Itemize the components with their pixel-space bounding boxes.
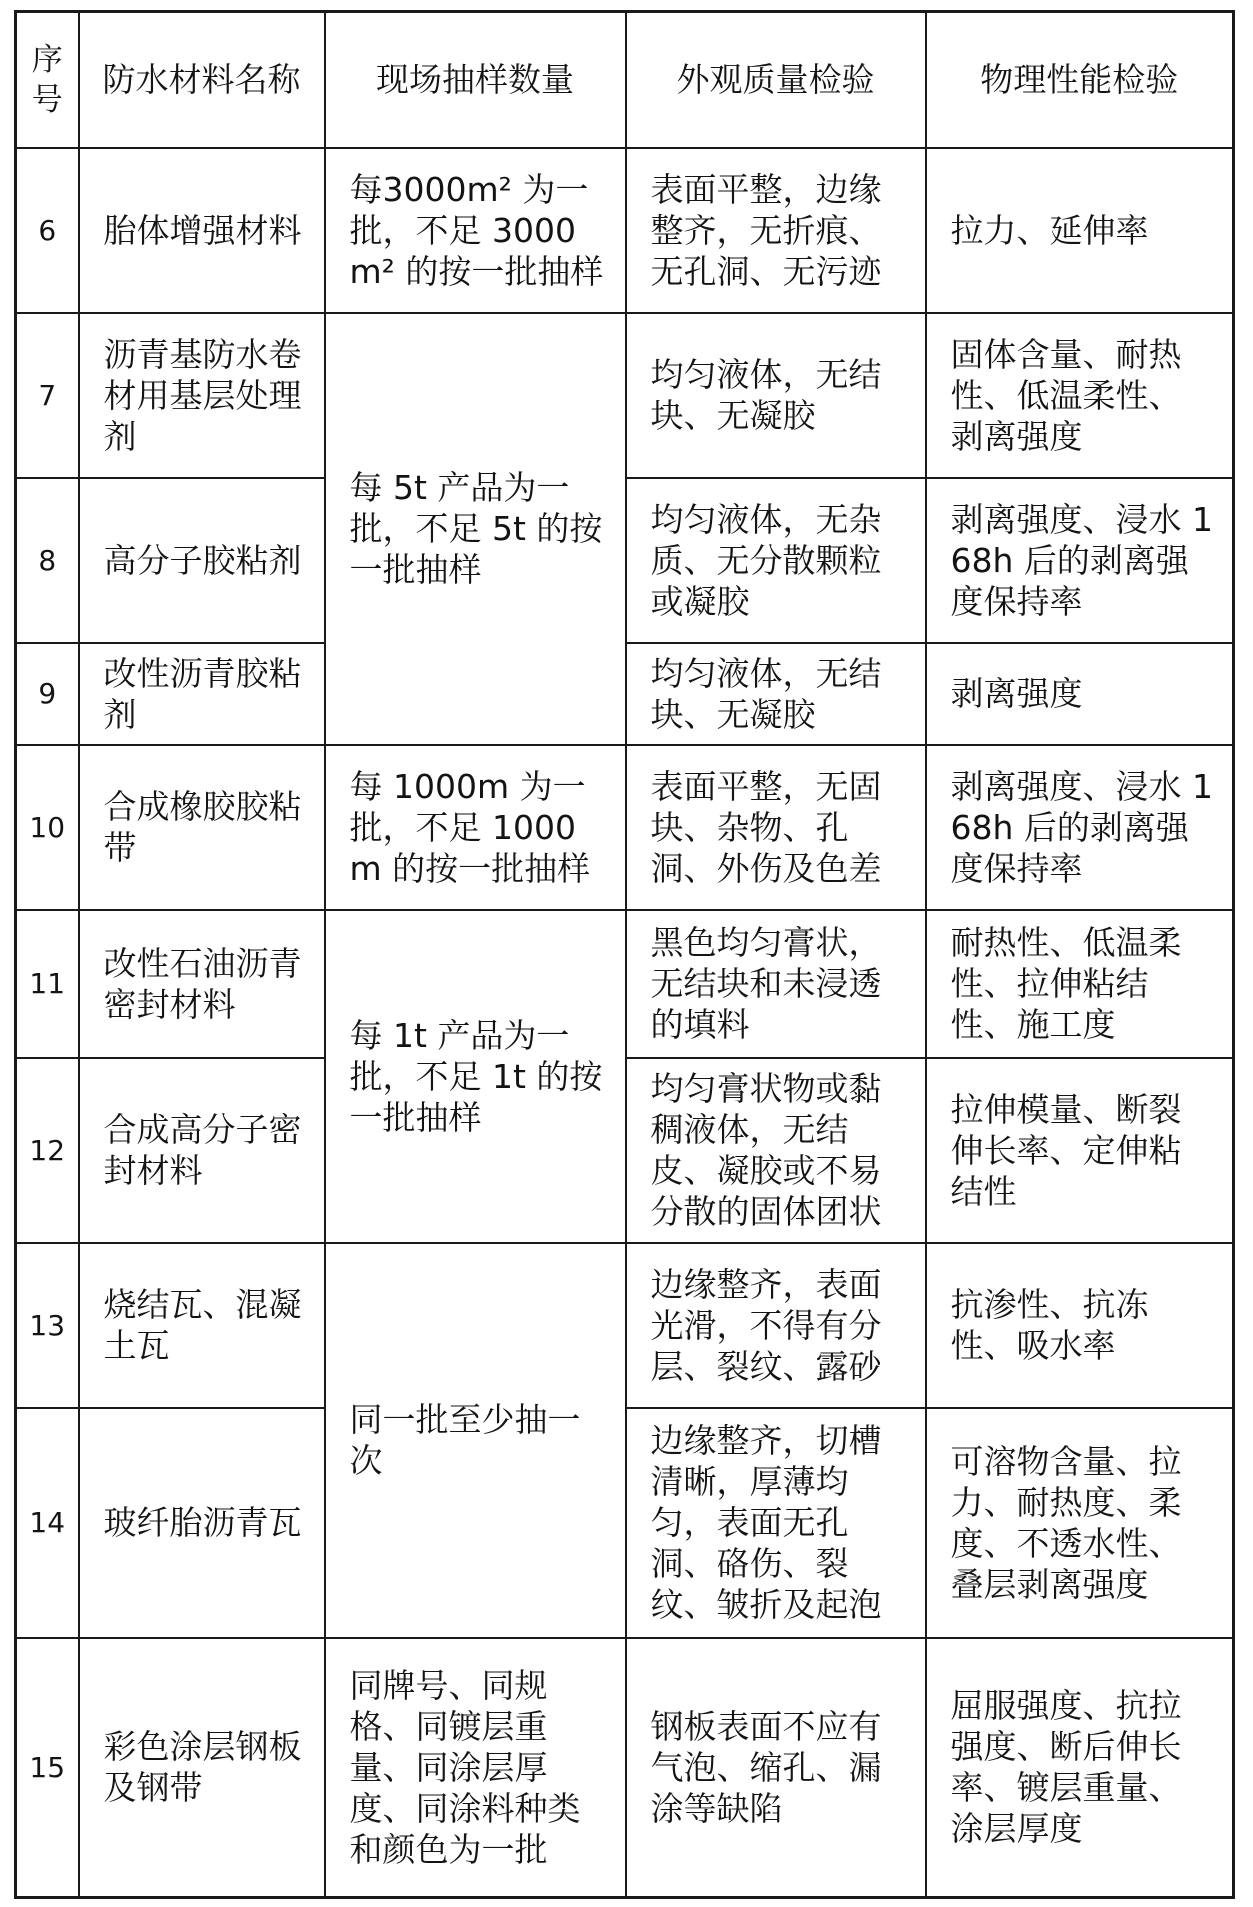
material-name: 合成高分子密封材料 (79, 1058, 325, 1243)
physical-cell: 剥离强度、浸水 168h 后的剥离强度保持率 (926, 745, 1234, 910)
material-name: 改性石油沥青密封材料 (79, 910, 325, 1058)
appearance-cell: 钢板表面不应有气泡、缩孔、漏涂等缺陷 (626, 1638, 926, 1898)
material-name: 烧结瓦、混凝土瓦 (79, 1243, 325, 1408)
header-physical: 物理性能检验 (926, 12, 1234, 148)
row-seq: 9 (16, 643, 79, 745)
appearance-cell: 均匀液体，无结块、无凝胶 (626, 643, 926, 745)
material-name: 合成橡胶胶粘带 (79, 745, 325, 910)
sampling-cell: 同牌号、同规格、同镀层重量、同涂层厚度、同涂料种类和颜色为一批 (325, 1638, 626, 1898)
appearance-cell: 边缘整齐，切槽清晰，厚薄均匀，表面无孔洞、硌伤、裂纹、皱折及起泡 (626, 1408, 926, 1638)
header-appearance: 外观质量检验 (626, 12, 926, 148)
sampling-cell: 每 1000m 为一批，不足 1000m 的按一批抽样 (325, 745, 626, 910)
row-seq: 14 (16, 1408, 79, 1638)
sampling-cell: 每 1t 产品为一批，不足 1t 的按一批抽样 (325, 910, 626, 1243)
row-seq: 6 (16, 148, 79, 313)
sampling-cell: 同一批至少抽一次 (325, 1243, 626, 1638)
physical-cell: 拉力、延伸率 (926, 148, 1234, 313)
material-name: 高分子胶粘剂 (79, 478, 325, 643)
material-name: 沥青基防水卷材用基层处理剂 (79, 313, 325, 478)
physical-cell: 耐热性、低温柔性、拉伸粘结性、施工度 (926, 910, 1234, 1058)
table-row (16, 745, 1234, 910)
header-sampling: 现场抽样数量 (325, 12, 626, 148)
physical-cell: 抗渗性、抗冻性、吸水率 (926, 1243, 1234, 1408)
physical-cell: 剥离强度、浸水 168h 后的剥离强度保持率 (926, 478, 1234, 643)
material-name: 彩色涂层钢板及钢带 (79, 1638, 325, 1898)
table-row (16, 1243, 1234, 1408)
physical-cell: 拉伸模量、断裂伸长率、定伸粘结性 (926, 1058, 1234, 1243)
physical-cell: 固体含量、耐热性、低温柔性、剥离强度 (926, 313, 1234, 478)
physical-cell: 屈服强度、抗拉强度、断后伸长率、镀层重量、涂层厚度 (926, 1638, 1234, 1898)
waterproof-materials-table (14, 10, 1235, 1899)
sampling-cell: 每3000m² 为一批，不足 3000m² 的按一批抽样 (325, 148, 626, 313)
appearance-cell: 边缘整齐，表面光滑，不得有分层、裂纹、露砂 (626, 1243, 926, 1408)
material-name: 玻纤胎沥青瓦 (79, 1408, 325, 1638)
row-seq: 7 (16, 313, 79, 478)
row-seq: 11 (16, 910, 79, 1058)
row-seq: 12 (16, 1058, 79, 1243)
row-seq: 8 (16, 478, 79, 643)
table-row (16, 1638, 1234, 1898)
table-row (16, 148, 1234, 313)
table-row (16, 910, 1234, 1058)
appearance-cell: 均匀液体，无结块、无凝胶 (626, 313, 926, 478)
row-seq: 15 (16, 1638, 79, 1898)
material-name: 改性沥青胶粘剂 (79, 643, 325, 745)
table-row (16, 313, 1234, 478)
appearance-cell: 均匀液体，无杂质、无分散颗粒或凝胶 (626, 478, 926, 643)
appearance-cell: 表面平整，无固块、杂物、孔洞、外伤及色差 (626, 745, 926, 910)
row-seq: 10 (16, 745, 79, 910)
material-name: 胎体增强材料 (79, 148, 325, 313)
sampling-cell: 每 5t 产品为一批，不足 5t 的按一批抽样 (325, 313, 626, 745)
physical-cell: 剥离强度 (926, 643, 1234, 745)
header-row (16, 12, 1234, 148)
appearance-cell: 均匀膏状物或黏稠液体，无结皮、凝胶或不易分散的固体团状 (626, 1058, 926, 1243)
header-name: 防水材料名称 (79, 12, 325, 148)
physical-cell: 可溶物含量、拉力、耐热度、柔度、不透水性、叠层剥离强度 (926, 1408, 1234, 1638)
appearance-cell: 表面平整，边缘整齐，无折痕、无孔洞、无污迹 (626, 148, 926, 313)
row-seq: 13 (16, 1243, 79, 1408)
header-seq: 序号 (16, 12, 79, 148)
appearance-cell: 黑色均匀膏状，无结块和未浸透的填料 (626, 910, 926, 1058)
